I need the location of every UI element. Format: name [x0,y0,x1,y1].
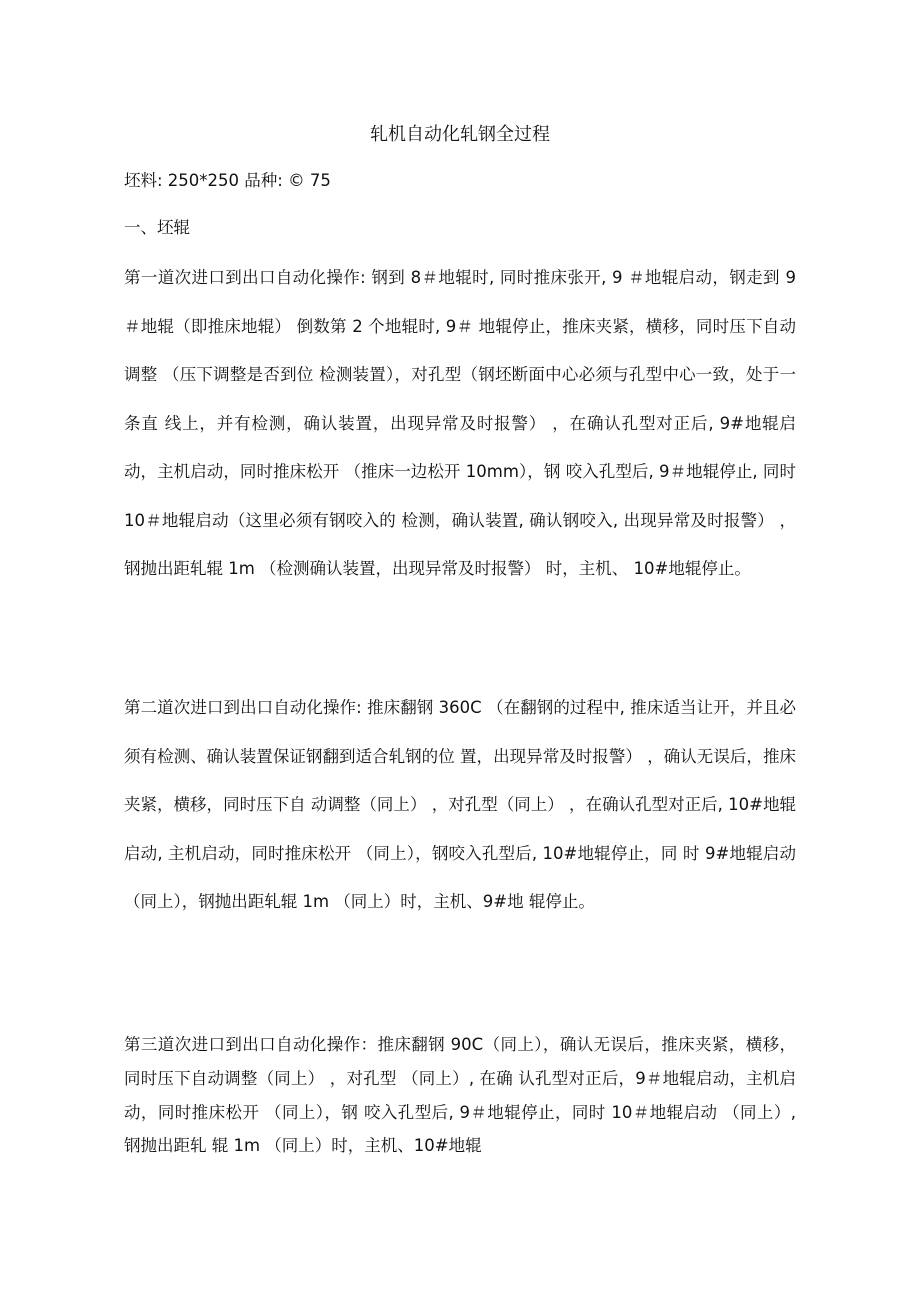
document-title: 轧机自动化轧钢全过程 [370,124,550,145]
material-spec-line: 坯料: 250*250 品种: © 75 [124,171,331,190]
section-heading: 一、坯辊 [124,218,190,237]
paragraph-pass-2: 第二道次进口到出口自动化操作: 推床翻钢 360C （在翻钢的过程中, 推床适当让开，并且必须有检测、确认装置保证钢翻到适合轧钢的位 置，出现异常及时报警） ，确认无误后，推床夹紧，横移，同时压下自 动调整（同上） ，对孔型（同上） ，在确认孔型对正后, 10#地辊启动, 主机启动，同时推床松开 （同上），钢咬入孔型后, 10#地辊停止，同 时 9#地辊启动（同上），钢抛出距轧辊 1m （同上）时，主机、9#地 辊停止。 [124,698,796,911]
paragraph-pass-1: 第一道次进口到出口自动化操作: 钢到 8＃地辊时, 同时推床张开, 9 ＃地辊启动，钢走到 9＃地辊（即推床地辊） 倒数第 2 个地辊时, 9＃ 地辊停止，推床夹紧，横移，同时压下自动调整 （压下调整是否到位 检测装置），对孔型（钢坯断面中心必须与孔型中心一致，处于一条直 线上，并有检测，确认装置，出现异常及时报警） ，在确认孔型对正后, 9#地辊启动，主机启动，同时推床松开 （推床一边松开 10mm），钢 咬入孔型后, 9＃地辊停止, 同时 10＃地辊启动（这里必须有钢咬入的 检测，确认装置, 确认钢咬入, 出现异常及时报警） ，钢抛出距轧辊 1m （检测确认装置，出现异常及时报警） 时，主机、 10#地辊停止。 [124,268,796,578]
paragraph-pass-3: 第三道次进口到出口自动化操作：推床翻钢 90C（同上），确认无误后，推床夹紧，横移，同时压下自动调整（同上） ，对孔型 （同上）, 在确 认孔型对正后，9＃地辊启动，主机启动，同时推床松开 （同上），钢 咬入孔型后, 9＃地辊停止，同时 10＃地辊启动 （同上）, 钢抛出距轧 辊 1m （同上）时，主机、10#地辊 [124,1035,796,1156]
